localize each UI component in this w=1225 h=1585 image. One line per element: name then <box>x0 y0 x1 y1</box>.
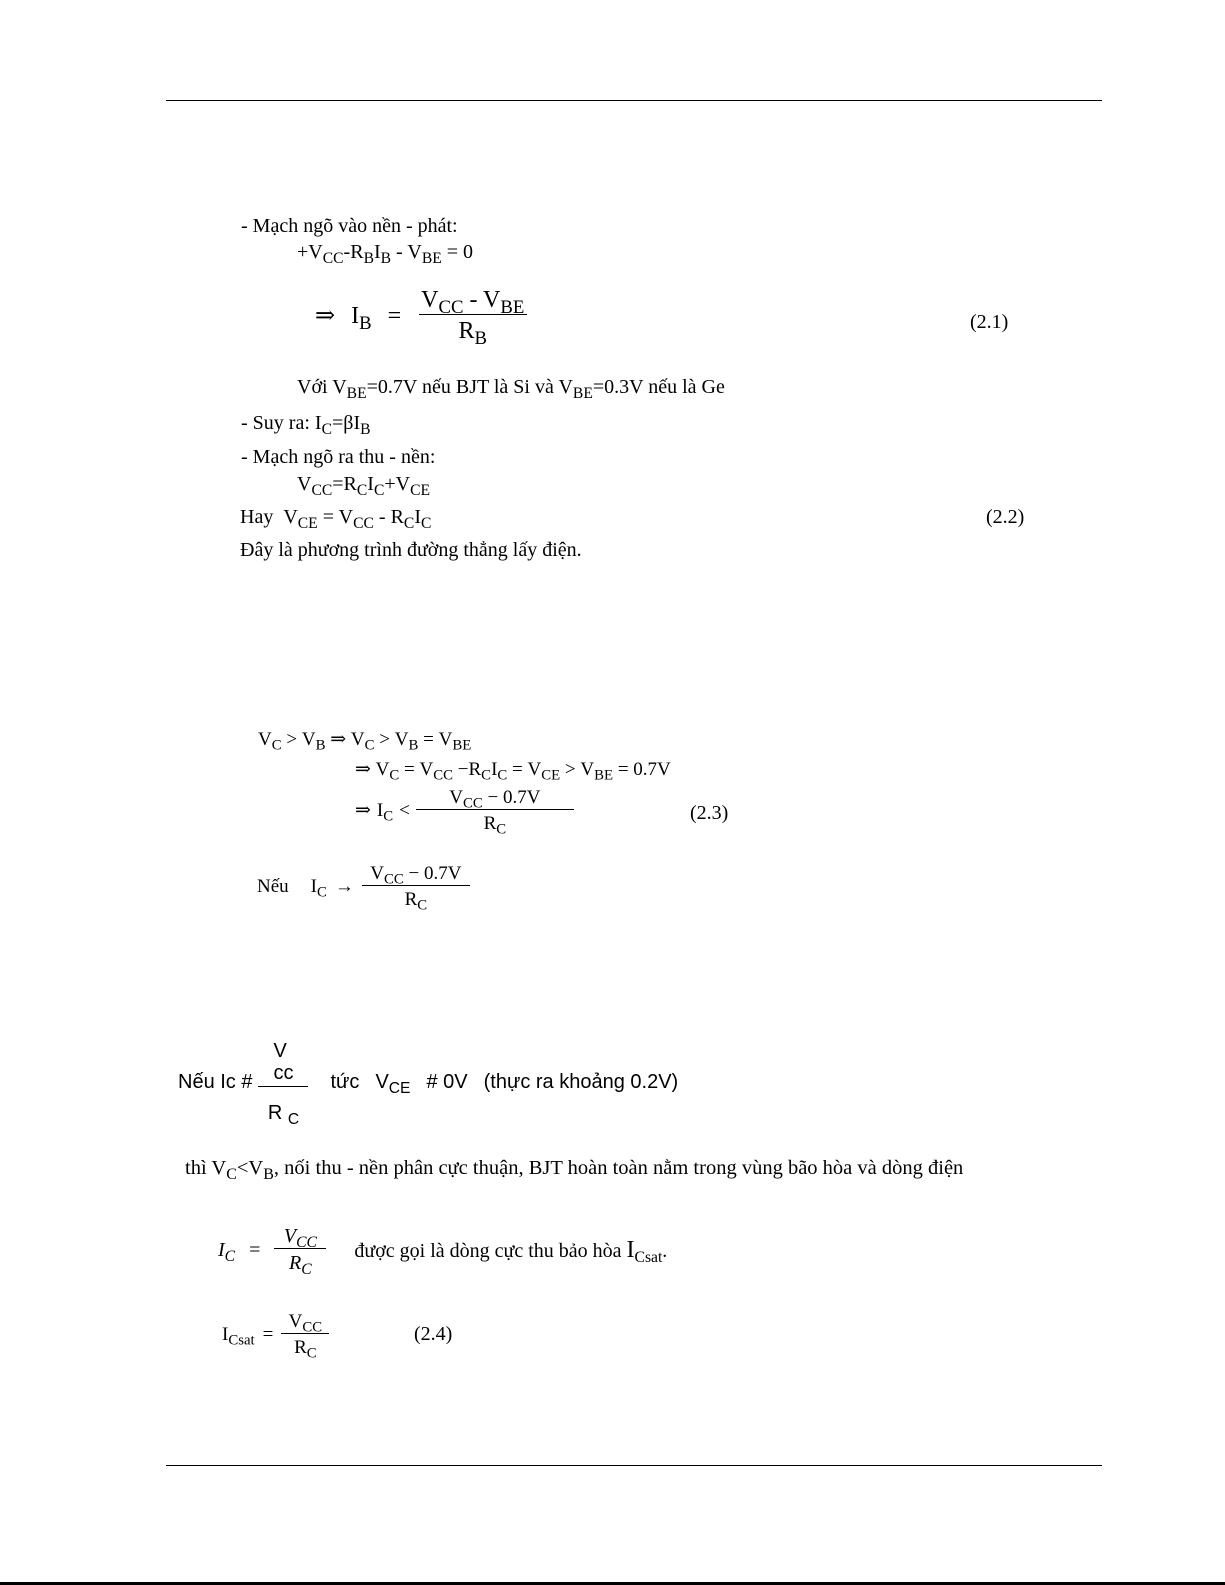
ic-approach-line: Nếu $I_C$ → $\frac{V_{CC} - 0.7V}{R_C}$ <box>257 864 470 909</box>
vcc-over-rc-fraction: V cc R $_C$ <box>258 1040 308 1123</box>
ic-beta-line: - Suy ra: $I_C=\beta I_B$ <box>241 412 371 438</box>
equation-2-1: ⇒ $I_B$ = $\frac{V_{CC} - V_{BE}}{R_B}$ <box>315 288 528 343</box>
input-heading: - Mạch ngõ vào nền - phát: <box>241 215 458 237</box>
icsat-def-fraction: $\frac{V_{CC}}{R_C}$ <box>274 1226 326 1273</box>
saturation-condition: Nếu Ic # V cc R $_C$ tức $V_{CE}$ # 0V (thực ra khoảng 0.2V) <box>178 1040 679 1128</box>
equation-number-2-2: (2.2) <box>986 506 1025 528</box>
ib-fraction: $\frac{V_{CC} - V_{BE}}{R_B}$ <box>417 288 528 343</box>
equation-2-4: $I_{Csat}$ = $\frac{V_{CC}}{R_C}$ <box>222 1312 329 1357</box>
equation-number-2-4: (2.4) <box>414 1323 453 1345</box>
kvl-input-equation: $+V_{CC}-R_BI_B - V_{BE} = 0$ <box>297 241 474 267</box>
saturation-sentence: thì $V_C<V_B$, nối thu - nền phân cực thuận, BJT hoàn toàn nằm trong vùng bão hòa và dòng điện <box>185 1157 964 1184</box>
equation-number-2-1: (2.1) <box>970 311 1009 333</box>
icsat-definition: $I_C$ = $\frac{V_{CC}}{R_C}$ được gọi là dòng cực thu bảo hòa $I_{Csat}$. <box>218 1225 668 1278</box>
header-rule <box>166 100 1102 101</box>
ic-limit-fraction: $\frac{V_{CC} - 0.7V}{R_C}$ <box>416 788 574 833</box>
kvl-output-equation: $V_{CC}=R_CI_C+V_{CE}$ <box>297 473 431 499</box>
equation-number-2-3: (2.3) <box>690 802 729 824</box>
footer-rule <box>166 1465 1102 1466</box>
ic-approach-fraction: $\frac{V_{CC} - 0.7V}{R_C}$ <box>362 864 470 909</box>
vc-vb-line: $V_C > V_B$ ⇒ $V_C > V_B = V_{BE}$ <box>258 729 472 754</box>
load-line-sentence: Đây là phương trình đường thẳng lấy điện. <box>240 539 582 561</box>
equation-2-2: Hay $V_{CE} = V_{CC} - R_CI_C$ <box>240 506 432 532</box>
vc-vce-line: ⇒ $V_C = V_{CC} -R_CI_C = V_{CE} > V_{BE} = 0.7V$ <box>355 759 671 784</box>
implies-symbol: ⇒ <box>315 302 336 329</box>
icsat-fraction: $\frac{V_{CC}}{R_C}$ <box>281 1312 329 1357</box>
vbe-note: Với $V_{BE}=0.7V$ nếu BJT là Si và $V_{BE}=0.3V$ nếu là Ge <box>297 376 725 402</box>
output-heading: - Mạch ngõ ra thu - nền: <box>241 446 436 468</box>
ic-inequality-2-3: ⇒ $I_C$ < $\frac{V_{CC} - 0.7V}{R_C}$ <box>355 788 574 833</box>
